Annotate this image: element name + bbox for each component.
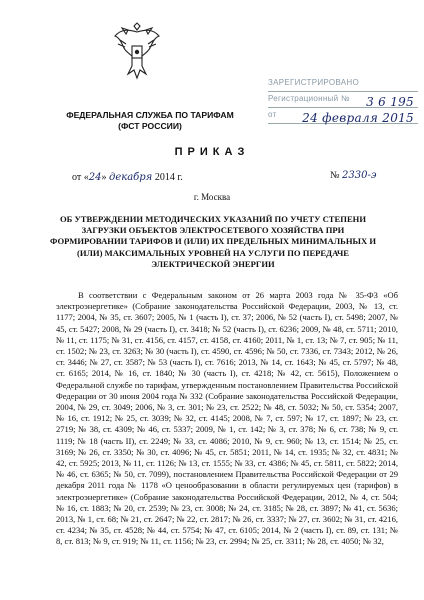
document-date: от «24» декабря 2014 г.	[72, 172, 183, 183]
registration-stamp	[268, 78, 418, 126]
document-body	[56, 290, 398, 548]
document-title: ОБ УТВЕРЖДЕНИИ МЕТОДИЧЕСКИХ УКАЗАНИЙ ПО УЧЕТУ СТЕПЕНИ ЗАГРУЗКИ ОБЪЕКТОВ ЭЛЕКТРОСЕТЕВОГО ХОЗЯЙСТВА ПРИ ФОРМИРОВАНИИ ТАРИФОВ И (ИЛИ) ИХ ПРЕДЕЛЬНЫХ МИНИМАЛЬНЫХ И (ИЛИ) МАКСИМАЛЬНЫХ УРОВНЕЙ НА УСЛУГИ ПО ПЕРЕДАЧЕ ЭЛЕКТРИЧЕСКОЙ ЭНЕРГИИ	[49, 214, 377, 269]
number-handwritten: 2330-э	[342, 170, 377, 181]
body-paragraph: В соответствии с Федеральным законом от 26 марта 2003 года № 35-ФЗ «Об электроэнергетике» (Собрание законодательства Российской Федерации, 2003, № 13, ст. 1177; 2004, № 35, ст. 3607; 2005, № 1 (часть I), ст. 37; 2006, № 52 (часть I), ст. 5498; 2007, № 45, ст. 5427; 2008, № 29 (часть I), ст. 3418; № 52 (часть I), ст. 6236; 2009, № 48, ст. 5711; 2010, № 11, ст. 1175; № 31, ст. 4156, ст. 4157, ст. 4158, ст. 4160; 2011, № 1, ст. 13; № 7, ст. 905; № 11, ст. 1502; № 23, ст. 3263; № 30 (часть I), ст. 4590, ст. 4596; № 50, ст. 7336, ст. 7343; 2012, № 26, ст. 3446; № 27, ст. 3587; № 53 (часть I), ст. 7616; 2013, № 14, ст. 1643; № 45, ст. 5797; № 48, ст. 6165; 2014, № 16, ст. 1840; № 30 (часть I), ст. 4218; № 42, ст. 5615), Положением о Федеральной службе по тарифам, утвержденным постановлением Правительства Российской Федерации от 30 июня 2004 года № 332 (Собрание законодательства Российской Федерации, 2004, № 29, ст. 3049; 2006, № 3, ст. 301; № 23, ст. 2522; № 48, ст. 5032; № 50, ст. 5354; 2007, № 16, ст. 1912; № 25, ст. 3039; № 32, ст. 4145; 2008, № 7, ст. 597; № 17, ст. 1897; № 23, ст. 2719; № 38, ст. 4309; № 46, ст. 5337; 2009, № 1, ст. 142; № 3, ст. 378; № 6, ст. 738; № 9, ст. 1119; № 18 (часть II), ст. 2249; № 33, ст. 4086; 2010, № 9, ст. 960; № 13, ст. 1514; № 25, ст. 3169; № 26, ст. 3350; № 30, ст. 4096; № 45, ст. 5851; 2011, № 14, ст. 1935; № 32, ст. 4831; № 42, ст. 5925; 2013, № 11, ст. 1126; № 13, ст. 1555; № 33, ст. 4386; № 45, ст. 5811, ст. 5822; 2014, № 46, ст. 6365; № 50, ст. 7099), постановлением Правительства Российской Федерации от 29 декабря 2011 года № 1178 «О ценообразовании в области регулируемых цен (тарифов) в электроэнергетике» (Собрание законодательства Российской Федерации, 2012, № 4, ст. 504; № 16, ст. 1883; № 20, ст. 2539; № 23, ст. 3008; № 24, ст. 3185; № 28, ст. 3897; № 41, ст. 5636; 2013, № 1, ст. 68; № 21, ст. 2647; № 22, ст. 2817; № 26, ст. 3337; № 27, ст. 3602; № 31, ст. 4216, ст. 4234; № 35, ст. 4528; № 44, ст. 5754; № 47, ст. 6105; 2014, № 2 (часть I), ст. 89, ст. 131; № 8, ст. 813; № 9, ст. 919; № 11, ст. 1156; № 23, ст. 2994; № 25, ст. 3311; № 28, ст. 4050; № 32,	[56, 290, 398, 547]
stamp-registered-line: ЗАРЕГИСТРИРОВАНО	[268, 78, 418, 92]
agency-line-2: (ФСТ РОССИИ)	[118, 121, 182, 131]
agency-line-1: ФЕДЕРАЛЬНАЯ СЛУЖБА ПО ТАРИФАМ	[66, 110, 234, 120]
stamp-date-line: от 24 февраля 2015	[268, 110, 418, 124]
date-day-handwritten: 24	[88, 172, 102, 183]
document-type-heading: ПРИКАЗ	[174, 146, 250, 158]
agency-name	[50, 110, 250, 132]
stamp-date-handwritten: 24 февраля 2015	[302, 111, 414, 125]
document-number: № 2330-э	[330, 170, 377, 181]
date-month-handwritten: декабря	[108, 172, 153, 183]
coat-of-arms-emblem	[112, 22, 162, 82]
document-city: г. Москва	[193, 192, 231, 202]
stamp-number-line: Регистрационный № 3 6 195	[268, 94, 418, 108]
stamp-number-handwritten: 3 6 195	[366, 95, 414, 109]
